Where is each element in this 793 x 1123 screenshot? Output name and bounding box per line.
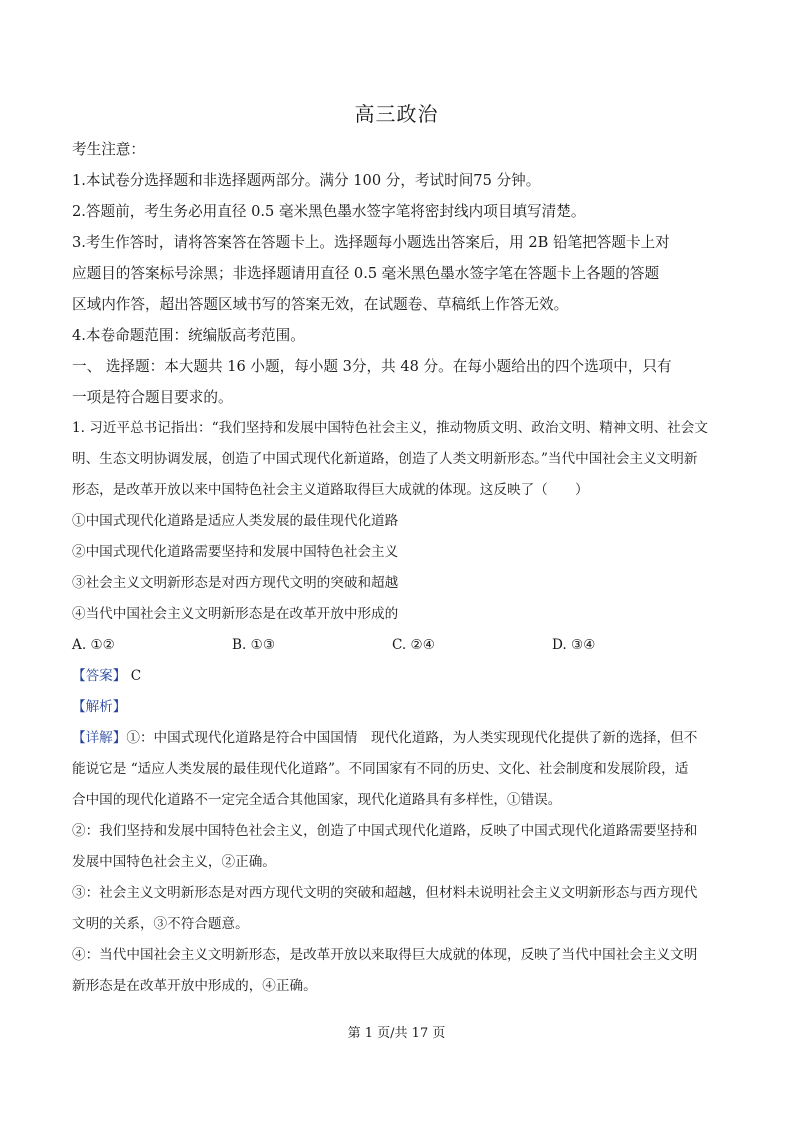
detail-line: 能说它是 “适应人类发展的最佳现代化道路”。不同国家有不同的历史、文化、社会制度和发展阶段，适 — [72, 761, 689, 777]
detail-line: 文明的关系，③不符合题意。 — [72, 916, 249, 932]
question-stem-line: 1. 习近平总书记指出：“我们坚持和发展中国特色社会主义，推动物质文明、政治文明、精神文明、社会文 — [72, 420, 708, 436]
notice-item: 4.本卷命题范围：统编版高考范围。 — [72, 327, 305, 344]
analysis-line — [72, 692, 724, 723]
question-1 — [72, 413, 724, 1002]
statement-item: ③社会主义文明新形态是对西方现代文明的突破和超越 — [72, 575, 399, 591]
analysis-tag: 【解析】 — [72, 699, 127, 715]
section-heading-line: 一项是符合题目要求的。 — [72, 389, 233, 406]
detail-tag: 【详解】 — [72, 730, 127, 746]
answer-value: C — [130, 668, 142, 684]
statement-item: ④当代中国社会主义文明新形态是在改革开放中形成的 — [72, 606, 399, 622]
option-a: A. ①② — [72, 637, 115, 653]
detail-line: ②：我们坚持和发展中国特色社会主义，创造了中国式现代化道路，反映了中国式现代化道路需要坚持和 — [72, 823, 698, 839]
answer-line — [72, 661, 724, 692]
statement-item: ①中国式现代化道路是适应人类发展的最佳现代化道路 — [72, 513, 399, 529]
notice-item: 3.考生作答时，请将答案答在答题卡上。选择题每小题选出答案后，用 2B 铅笔把答题卡上对 — [72, 234, 670, 251]
detail-line: 新形态是在改革开放中形成的，④正确。 — [72, 978, 317, 994]
detail-line: 发展中国特色社会主义，②正确。 — [72, 854, 276, 870]
detail-line: ④：当代中国社会主义文明新形态，是改革开放以来取得巨大成就的体现，反映了当代中国社会主义文明 — [72, 947, 698, 963]
notice-item: 应题目的答案标号涂黑；非选择题请用直径 0.5 毫米黑色墨水签字笔在答题卡上各题的答题 — [72, 265, 660, 282]
section-heading — [72, 351, 724, 413]
detail-line — [72, 723, 724, 754]
detail-line: 合中国的现代化道路不一定完全适合其他国家，现代化道路具有多样性，①错误。 — [72, 792, 562, 808]
detail-text: ①：中国式现代化道路是符合中国国情 现代化道路，为人类实现现代化提供了新的选择，但不 — [126, 730, 698, 746]
option-d: D. ③④ — [552, 637, 596, 653]
page-content — [72, 134, 724, 1002]
notice-section — [72, 134, 724, 351]
page-title: 高三政治 — [354, 102, 439, 126]
question-stem-line: 形态，是改革开放以来中国特色社会主义道路取得巨大成就的体现。这反映了（ ） — [72, 482, 589, 498]
answer-tag: 【答案】 — [72, 668, 127, 684]
option-c: C. ②④ — [392, 637, 435, 653]
notice-item: 1.本试卷分选择题和非选择题两部分。满分 100 分，考试时间75 分钟。 — [72, 172, 541, 189]
answer-options — [72, 630, 724, 661]
statement-item: ②中国式现代化道路需要坚持和发展中国特色社会主义 — [72, 544, 399, 560]
notice-item: 区域内作答，超出答题区域书写的答案无效，在试题卷、草稿纸上作答无效。 — [72, 296, 569, 313]
section-heading-line: 一、 选择题：本大题共 16 小题，每小题 3分，共 48 分。在每小题给出的四个选项中，只有 — [72, 358, 672, 375]
question-stem-line: 明、生态文明协调发展，创造了中国式现代化新道路，创造了人类文明新形态。”当代中国社会主义文明新 — [72, 451, 698, 467]
notice-item: 2.答题前，考生务必用直径 0.5 毫米黑色墨水签字笔将密封线内项目填写清楚。 — [72, 203, 586, 220]
detail-line: ③：社会主义文明新形态是对西方现代文明的突破和超越，但材料未说明社会主义文明新形态与西方现代 — [72, 885, 698, 901]
notice-heading: 考生注意： — [72, 141, 145, 158]
page-footer: 第 1 页/共 17 页 — [347, 1026, 446, 1041]
option-b: B. ①③ — [232, 637, 276, 653]
